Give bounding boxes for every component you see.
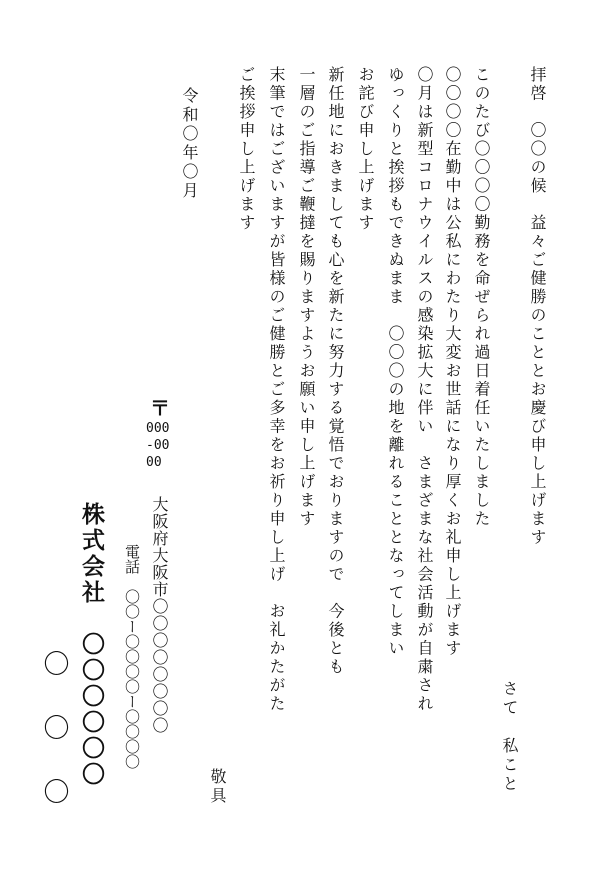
date-text: 令和〇年〇月 [180,87,199,201]
company-name: 株式会社 〇〇〇〇〇〇 [78,502,105,788]
sender-address: 大阪府大阪市〇〇〇〇〇〇〇〇 [150,496,169,734]
letter-line-4: 〇月は新型コロナウイルスの感染拡大に伴い さまざまな社会活動が自粛され [415,66,434,714]
closing-text: 敬具 [208,768,227,806]
postal-code: 000-0000 [146,421,170,470]
letter-line-1: 拝啓 〇〇の候 益々ご健勝のこととお慶び申し上げます [528,66,547,547]
sateshi-text: さて 私こと [500,680,519,794]
letter-line-2: このたび〇〇〇〇勤務を命ぜられ過日着任いたしました [472,66,491,529]
letter-line-9: 末筆ではございますが皆様のご健勝とご多幸をお祈り申し上げ お礼かたがた [267,66,286,714]
letter-line-5: ゆっくりと挨拶もできぬまま 〇〇〇の地を離れることとなってしまい [386,66,405,658]
sender-name: 〇 〇 〇 [39,650,69,810]
letter-line-7: 新任地におきましても心を新たに努力する覚悟でおりますので 今後とも [326,66,345,677]
letter-line-3: 〇〇〇〇在勤中は公私にわたり大変お世話になり厚くお礼申し上げます [443,66,462,658]
postal-mark: 〒 [150,396,170,420]
sender-phone: 電話 〇〇ー〇〇〇〇ー〇〇〇〇 [123,544,141,769]
letter-line-6: お詫び申し上げます [356,66,375,233]
letter-line-10: ご挨拶申し上げます [237,66,256,233]
letter-line-8: 一層のご指導ご鞭撻を賜りますようお願い申し上げます [297,66,316,529]
